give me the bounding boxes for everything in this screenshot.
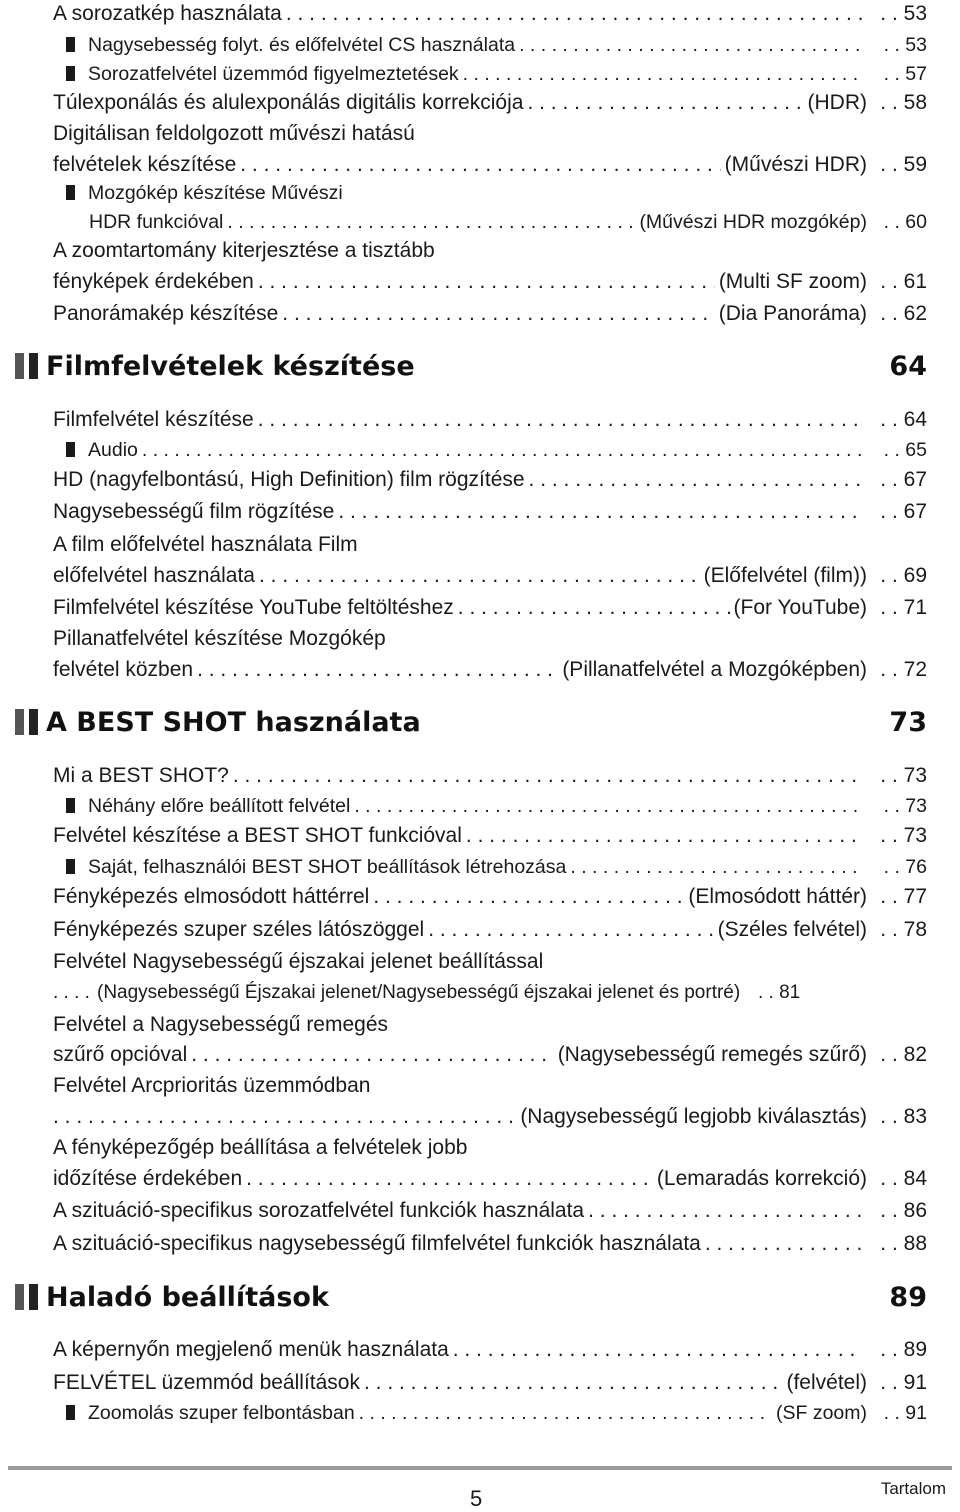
toc-entry[interactable] — [53, 658, 927, 682]
toc-subentry[interactable] — [89, 210, 927, 234]
toc-entry-page: . . 88 — [867, 1232, 927, 1256]
leader-dots — [453, 1338, 863, 1362]
toc-entry-page: . . 62 — [867, 302, 927, 326]
section-title: Filmfelvételek készítése — [46, 350, 415, 382]
toc-entry[interactable] — [53, 1199, 927, 1223]
toc-entry-suffix: (Művészi HDR) — [724, 153, 867, 176]
toc-entry[interactable] — [53, 596, 927, 620]
leader-dots — [463, 62, 863, 86]
leader-dots — [705, 1232, 863, 1256]
toc-entry-page: . . 82 — [867, 1043, 927, 1067]
toc-entry-page: . . 69 — [867, 564, 927, 588]
toc-entry-page: . . 76 — [867, 855, 927, 879]
leader-dots — [529, 468, 863, 492]
toc-entry[interactable] — [53, 1043, 927, 1067]
toc-entry-title: Filmfelvétel készítése — [53, 408, 254, 431]
toc-entry-suffix: (Művészi HDR mozgókép) — [639, 211, 867, 233]
toc-entry-line1: A film előfelvétel használata Film — [53, 533, 358, 556]
toc-subentry[interactable] — [66, 794, 927, 818]
leader-dots — [527, 91, 803, 115]
toc-entry[interactable] — [53, 764, 927, 788]
toc-entry-page: . . 64 — [867, 408, 927, 432]
leader-dots — [53, 1105, 516, 1129]
toc-entry[interactable] — [53, 824, 927, 848]
toc-entry[interactable] — [53, 1338, 927, 1362]
toc-entry-page: . . 67 — [867, 468, 927, 492]
toc-entry-line1: A zoomtartomány kiterjesztése a tisztább — [53, 239, 435, 262]
bullet-icon — [66, 859, 75, 874]
toc-subentry[interactable] — [66, 855, 927, 879]
toc-entry-line1: Felvétel a Nagysebességű remegés — [53, 1013, 389, 1036]
toc-entry-suffix: (Elmosódott háttér) — [688, 885, 867, 908]
toc-entry-page: . . 84 — [867, 1167, 927, 1191]
toc-entry-title: Panorámakép készítése — [53, 302, 279, 325]
section-marker-icon — [15, 709, 38, 735]
toc-entry-page: . . 57 — [867, 62, 927, 86]
section-title: A BEST SHOT használata — [46, 706, 421, 738]
toc-entry-line1: A fényképezőgép beállítása a felvételek jobb — [53, 1136, 468, 1159]
leader-dots — [458, 596, 730, 620]
toc-entry[interactable] — [53, 153, 927, 177]
toc-subentry-line1 — [66, 181, 927, 205]
leader-dots — [570, 855, 863, 879]
toc-entry[interactable] — [53, 885, 927, 909]
toc-entry[interactable] — [53, 1371, 927, 1395]
toc-entry-suffix: (Széles felvétel) — [717, 918, 867, 941]
toc-entry-suffix: (Nagysebességű remegés szűrő) — [557, 1043, 867, 1066]
toc-entry-title: időzítése érdekében — [53, 1167, 243, 1190]
leader-dots — [519, 33, 863, 57]
leader-dots — [359, 1401, 772, 1425]
leader-dots — [466, 824, 863, 848]
toc-entry-suffix: (HDR) — [807, 91, 867, 114]
leader-dots — [227, 210, 635, 234]
toc-entry-page: . . 73 — [867, 764, 927, 788]
toc-entry[interactable] — [53, 500, 927, 524]
leader-dots — [233, 764, 863, 788]
leader-dots — [258, 270, 715, 294]
toc-entry[interactable] — [53, 1167, 927, 1191]
toc-entry-page: . . 78 — [867, 918, 927, 942]
toc-entry-title: A sorozatkép használata — [53, 2, 282, 25]
toc-entry-title: Felvétel készítése a BEST SHOT funkcióval — [53, 824, 462, 847]
toc-entry-title: HDR funkcióval — [89, 211, 224, 233]
toc-entry-title: A szituáció-specifikus sorozatfelvétel funkciók használata — [53, 1199, 585, 1222]
toc-entry-line1: Pillanatfelvétel készítése Mozgókép — [53, 627, 386, 650]
toc-entry[interactable] — [53, 468, 927, 492]
leader-dots — [258, 408, 863, 432]
toc-entry[interactable] — [53, 564, 927, 588]
toc-entry-suffix: (Lemaradás korrekció) — [656, 1167, 867, 1190]
leader-dots — [53, 981, 93, 1005]
toc-entry-page: . . 65 — [867, 438, 927, 462]
toc-entry-suffix: (Pillanatfelvétel a Mozgóképben) — [562, 658, 867, 681]
toc-entry-page: . . 67 — [867, 500, 927, 524]
toc-entry-title: Filmfelvétel készítése YouTube feltöltéshez — [53, 596, 454, 619]
toc-entry-page: . . 91 — [867, 1401, 927, 1425]
leader-dots — [338, 500, 863, 524]
toc-entry-suffix: (Multi SF zoom) — [718, 270, 867, 293]
toc-entry-suffix: (Előfelvétel (film)) — [703, 564, 867, 587]
section-title: Haladó beállítások — [46, 1281, 329, 1313]
leader-dots — [191, 1043, 553, 1067]
toc-entry-page: . . 81 — [740, 981, 800, 1005]
toc-entry-suffix: (felvétel) — [786, 1371, 867, 1394]
leader-dots — [282, 302, 714, 326]
toc-entry-title: előfelvétel használata — [53, 564, 255, 587]
bullet-icon — [66, 66, 75, 81]
toc-entry-suffix: (Dia Panoráma) — [718, 302, 867, 325]
toc-entry-page: . . 60 — [867, 210, 927, 234]
section-page: 89 — [889, 1281, 927, 1313]
toc-entry-title: Sorozatfelvétel üzemmód figyelmeztetések — [88, 63, 459, 85]
bullet-icon — [66, 185, 75, 200]
toc-entry-page: . . 73 — [867, 794, 927, 818]
bullet-icon — [66, 442, 75, 457]
toc-entry-page: . . 83 — [867, 1105, 927, 1129]
bullet-icon — [66, 37, 75, 52]
toc-entry-title: Nagysebességű film rögzítése — [53, 500, 335, 523]
toc-entry[interactable] — [53, 981, 927, 1005]
toc-entry-title: felvételek készítése — [53, 153, 237, 176]
toc-entry-page: . . 77 — [867, 885, 927, 909]
toc-entry-suffix: (Nagysebességű Éjszakai jelenet/Nagysebességű éjszakai jelenet és portré) — [97, 982, 741, 1003]
section-page: 73 — [889, 706, 927, 738]
leader-dots — [142, 438, 863, 462]
toc-entry-suffix: (SF zoom) — [775, 1402, 867, 1424]
toc-entry-page: . . 59 — [867, 153, 927, 177]
section-marker-icon — [15, 1284, 38, 1310]
toc-entry[interactable] — [53, 302, 927, 326]
toc-entry-page: . . 86 — [867, 1199, 927, 1223]
toc-entry-suffix: (For YouTube) — [733, 596, 867, 619]
toc-entry-title: A képernyőn megjelenő menük használata — [53, 1338, 449, 1361]
toc-entry-title: Nagysebesség folyt. és előfelvétel CS használata — [88, 34, 516, 56]
footer-page-number: 5 — [470, 1486, 483, 1511]
toc-entry-title: FELVÉTEL üzemmód beállítások — [53, 1371, 360, 1394]
leader-dots — [286, 2, 863, 26]
footer-section-label[interactable]: Tartalom — [880, 1479, 946, 1498]
toc-entry-page: . . 53 — [867, 33, 927, 57]
toc-entry-page: . . 73 — [867, 824, 927, 848]
toc-entry-title: szűrő opcióval — [53, 1043, 188, 1066]
leader-dots — [588, 1199, 863, 1223]
toc-subentry[interactable] — [66, 62, 927, 86]
toc-entry[interactable] — [53, 1232, 927, 1256]
toc-entry[interactable] — [53, 1105, 927, 1129]
toc-entry[interactable] — [53, 408, 927, 432]
toc-entry-line1: Mozgókép készítése Művészi — [88, 182, 343, 204]
section-heading-film[interactable] — [15, 349, 927, 383]
toc-entry[interactable] — [53, 918, 927, 942]
toc-entry-page: . . 53 — [867, 2, 927, 26]
leader-dots — [373, 885, 684, 909]
toc-entry[interactable] — [53, 2, 927, 26]
toc-entry[interactable] — [53, 91, 927, 115]
leader-dots — [364, 1371, 782, 1395]
footer-rule — [8, 1466, 952, 1470]
toc-subentry[interactable] — [66, 33, 927, 57]
toc-entry-suffix: (Nagysebességű legjobb kiválasztás) — [520, 1105, 867, 1128]
toc-entry-page: . . 89 — [867, 1338, 927, 1362]
section-marker-icon — [15, 353, 38, 379]
section-page: 64 — [889, 350, 927, 382]
toc-entry-title: felvétel közben — [53, 658, 194, 681]
toc-entry-page: . . 91 — [867, 1371, 927, 1395]
toc-entry-title: Zoomolás szuper felbontásban — [88, 1402, 355, 1424]
toc-entry-title: Túlexponálás és alulexponálás digitális korrekciója — [53, 91, 524, 114]
toc-entry-line1: Felvétel Nagysebességű éjszakai jelenet beállítással — [53, 950, 544, 973]
toc-entry-page: . . 72 — [867, 658, 927, 682]
leader-dots — [259, 564, 700, 588]
toc-entry-page: . . 71 — [867, 596, 927, 620]
toc-entry-title: fényképek érdekében — [53, 270, 254, 293]
leader-dots — [246, 1167, 653, 1191]
toc-entry[interactable] — [53, 270, 927, 294]
toc-subentry[interactable] — [66, 1401, 927, 1425]
bullet-icon — [66, 1405, 75, 1420]
leader-dots — [354, 794, 863, 818]
toc-entry-line1: Felvétel Arcprioritás üzemmódban — [53, 1074, 371, 1097]
toc-entry-title: Fényképezés elmosódott háttérrel — [53, 885, 370, 908]
toc-entry-title: Audio — [88, 439, 138, 461]
toc-entry-page: . . 58 — [867, 91, 927, 115]
leader-dots — [240, 153, 720, 177]
leader-dots — [197, 658, 558, 682]
toc-entry-title: HD (nagyfelbontású, High Definition) film rögzítése — [53, 468, 525, 491]
section-heading-advanced[interactable] — [15, 1280, 927, 1314]
toc-entry-title: Mi a BEST SHOT? — [53, 764, 229, 787]
toc-entry-title: A szituáció-specifikus nagysebességű filmfelvétel funkciók használata — [53, 1232, 701, 1255]
leader-dots — [428, 918, 713, 942]
section-heading-best-shot[interactable] — [15, 705, 927, 739]
toc-entry-title: Fényképezés szuper széles látószöggel — [53, 918, 425, 941]
bullet-icon — [66, 798, 75, 813]
toc-entry-line1: Digitálisan feldolgozott művészi hatású — [53, 122, 415, 145]
toc-entry-title: Saját, felhasználói BEST SHOT beállítások létrehozása — [88, 856, 567, 878]
toc-entry-page: . . 61 — [867, 270, 927, 294]
toc-subentry[interactable] — [66, 438, 927, 462]
toc-entry-title: Néhány előre beállított felvétel — [88, 795, 351, 817]
